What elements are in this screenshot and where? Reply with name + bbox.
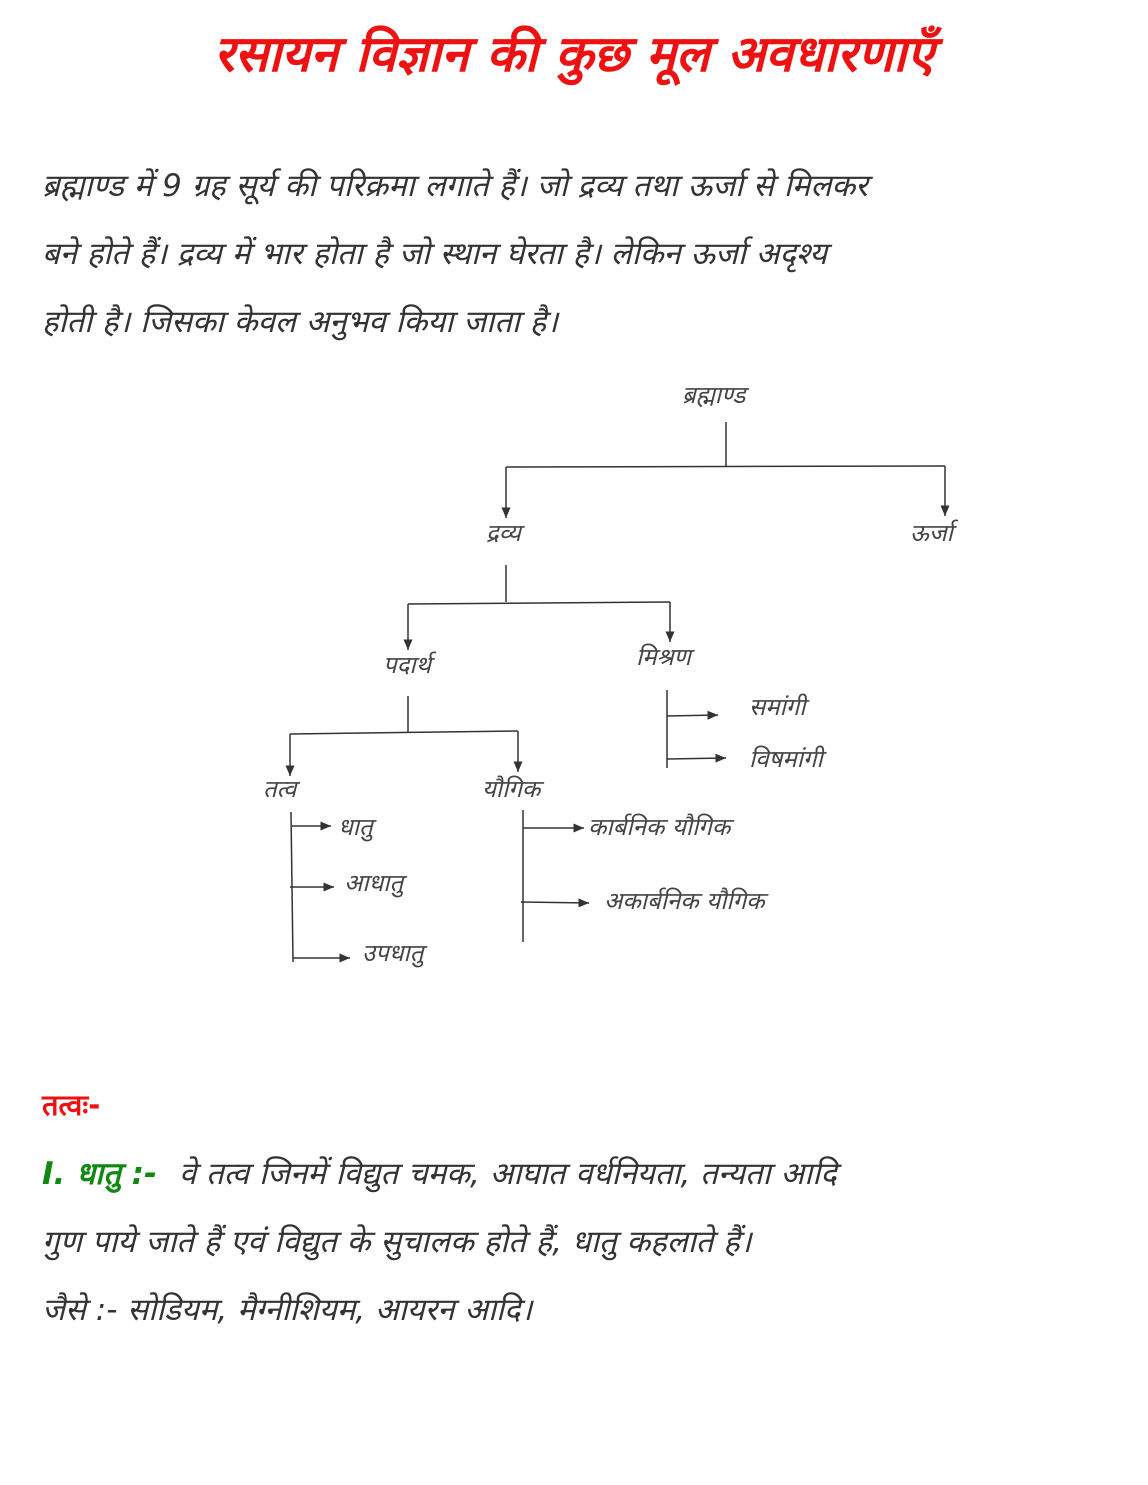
- node-homogeneous: समांगी: [749, 693, 806, 721]
- definition-line-1: [42, 1140, 1122, 1208]
- node-substance: पदार्थ: [383, 651, 431, 679]
- diagram-connectors: [0, 370, 1148, 990]
- intro-line: ब्रह्माण्ड में 9 ग्रह सूर्य की परिक्रमा लगाते हैं। जो द्रव्य तथा ऊर्जा से मिलकर: [42, 168, 868, 204]
- node-element: तत्व: [263, 775, 297, 803]
- definition-label: I. धातु :-: [42, 1156, 157, 1192]
- node-universe: ब्रह्माण्ड: [682, 381, 746, 409]
- node-energy: ऊर्जा: [910, 519, 953, 547]
- definition-text: वे तत्व जिनमें विद्युत चमक, आघात वर्धनियता, तन्यता आदि: [178, 1156, 837, 1192]
- node-matter: द्रव्य: [486, 519, 521, 547]
- node-compound: यौगिक: [482, 775, 541, 803]
- page-title: रसायन विज्ञान की कुछ मूल अवधारणाएँ: [214, 25, 934, 83]
- intro-line: होती है। जिसका केवल अनुभव किया जाता है।: [42, 304, 558, 340]
- node-heterogeneous: विषमांगी: [749, 745, 823, 773]
- intro-paragraph: [42, 152, 1122, 356]
- definition-line-2: गुण पाये जाते हैं एवं विद्युत के सुचालक होते हैं, धातु कहलाते हैं।: [42, 1224, 752, 1260]
- classification-diagram: [0, 370, 1148, 990]
- node-metal: धातु: [338, 813, 373, 841]
- section-heading: तत्वः-: [42, 1088, 101, 1122]
- node-metalloid: उपधातु: [362, 939, 424, 967]
- node-inorganic-compound: अकार्बनिक यौगिक: [604, 887, 765, 915]
- node-nonmetal: आधातु: [344, 869, 404, 897]
- intro-line: बने होते हैं। द्रव्य में भार होता है जो स्थान घेरता है। लेकिन ऊर्जा अदृश्य: [42, 236, 828, 272]
- node-organic-compound: कार्बनिक यौगिक: [588, 813, 731, 841]
- node-mixture: मिश्रण: [636, 643, 691, 671]
- example-line: जैसे :- सोडियम, मैग्नीशियम, आयरन आदि।: [42, 1292, 533, 1328]
- definition-paragraph: [42, 1140, 1122, 1344]
